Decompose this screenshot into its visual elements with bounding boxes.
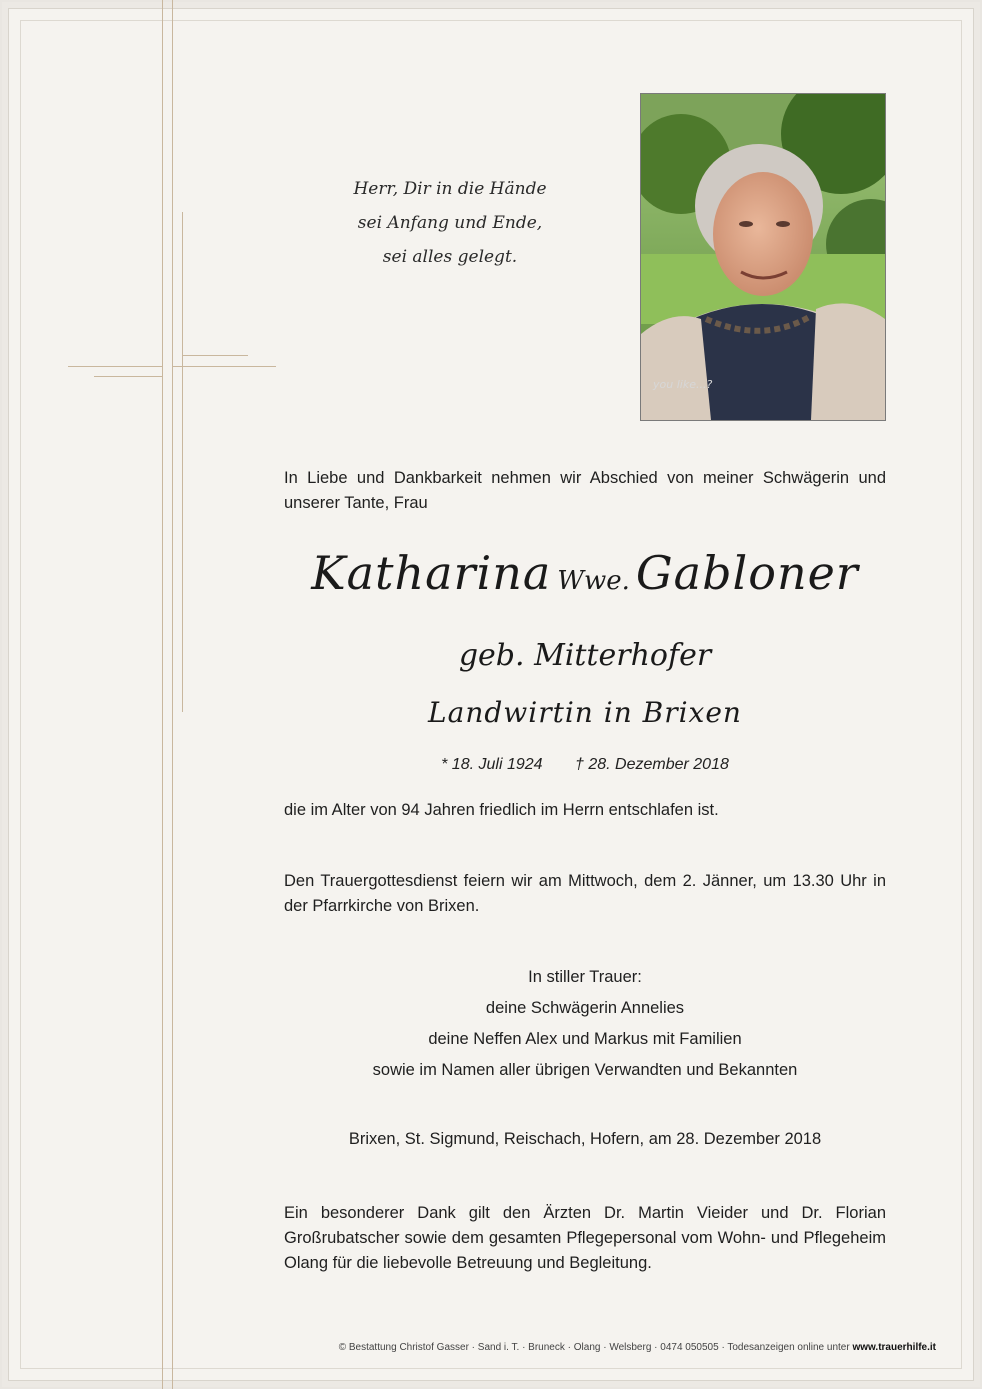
mourners-block	[284, 962, 886, 1086]
birth-date: * 18. Juli 1924	[441, 756, 543, 773]
widow-title: Wwe.	[557, 566, 630, 596]
intro-text: In Liebe und Dankbarkeit nehmen wir Abschied von meiner Schwägerin und unserer Tante, Frau	[284, 469, 886, 512]
bible-verse	[300, 172, 600, 274]
cross-vertical-line	[182, 212, 183, 712]
mourners-line-3: sowie im Namen aller übrigen Verwandten und Bekannten	[372, 1061, 798, 1079]
first-name: Katharina	[311, 546, 552, 600]
verse-line-3: sei alles gelegt.	[382, 247, 518, 267]
footer-link[interactable]: www.trauerhilfe.it	[852, 1342, 936, 1353]
cross-horizontal-line-upper-right	[182, 355, 248, 356]
birth-name: geb. Mitterhofer	[458, 638, 712, 673]
footer	[284, 1342, 936, 1353]
mourners-line-2: deine Neffen Alex und Markus mit Familien	[428, 1030, 742, 1048]
mourners-heading: In stiller Trauer:	[528, 968, 642, 986]
mourners-line-1: deine Schwägerin Annelies	[485, 999, 685, 1017]
life-dates	[284, 756, 886, 774]
cross-horizontal-line-lower-right	[172, 366, 276, 367]
footer-text: © Bestattung Christof Gasser · Sand i. T. · Bruneck · Olang · Welsberg · 0474 050505 · Todesanzeigen online unter	[338, 1342, 850, 1353]
thanks-text: Ein besonderer Dank gilt den Ärzten Dr. Martin Vieider und Dr. Florian Großrubatscher sowie dem gesamten Pflegepersonal vom Wohn- und Pflegeheim Olang für die liebevolle Betreuung und Begleitung.	[284, 1204, 886, 1272]
age-text: die im Alter von 94 Jahren friedlich im Herrn entschlafen ist.	[284, 801, 719, 819]
portrait-illustration	[641, 94, 885, 420]
shirt-print: you like...?	[653, 378, 713, 391]
last-name: Gabloner	[635, 546, 859, 600]
death-date: † 28. Dezember 2018	[574, 756, 729, 773]
occupation: Landwirtin in Brixen	[428, 696, 742, 729]
service-text: Den Trauergottesdienst feiern wir am Mittwoch, dem 2. Jänner, um 13.30 Uhr in der Pfarrkirche von Brixen.	[284, 872, 886, 915]
verse-line-2: sei Anfang und Ende,	[357, 213, 543, 233]
deceased-name	[284, 546, 886, 600]
frame-line-left	[162, 0, 163, 1389]
place-date: Brixen, St. Sigmund, Reischach, Hofern, am 28. Dezember 2018	[348, 1130, 822, 1148]
verse-line-1: Herr, Dir in die Hände	[353, 179, 547, 199]
frame-line-left-inner	[172, 0, 173, 1389]
cross-horizontal-line-lower	[94, 376, 162, 377]
portrait-photo	[640, 93, 886, 421]
cross-horizontal-line-upper	[68, 366, 162, 367]
